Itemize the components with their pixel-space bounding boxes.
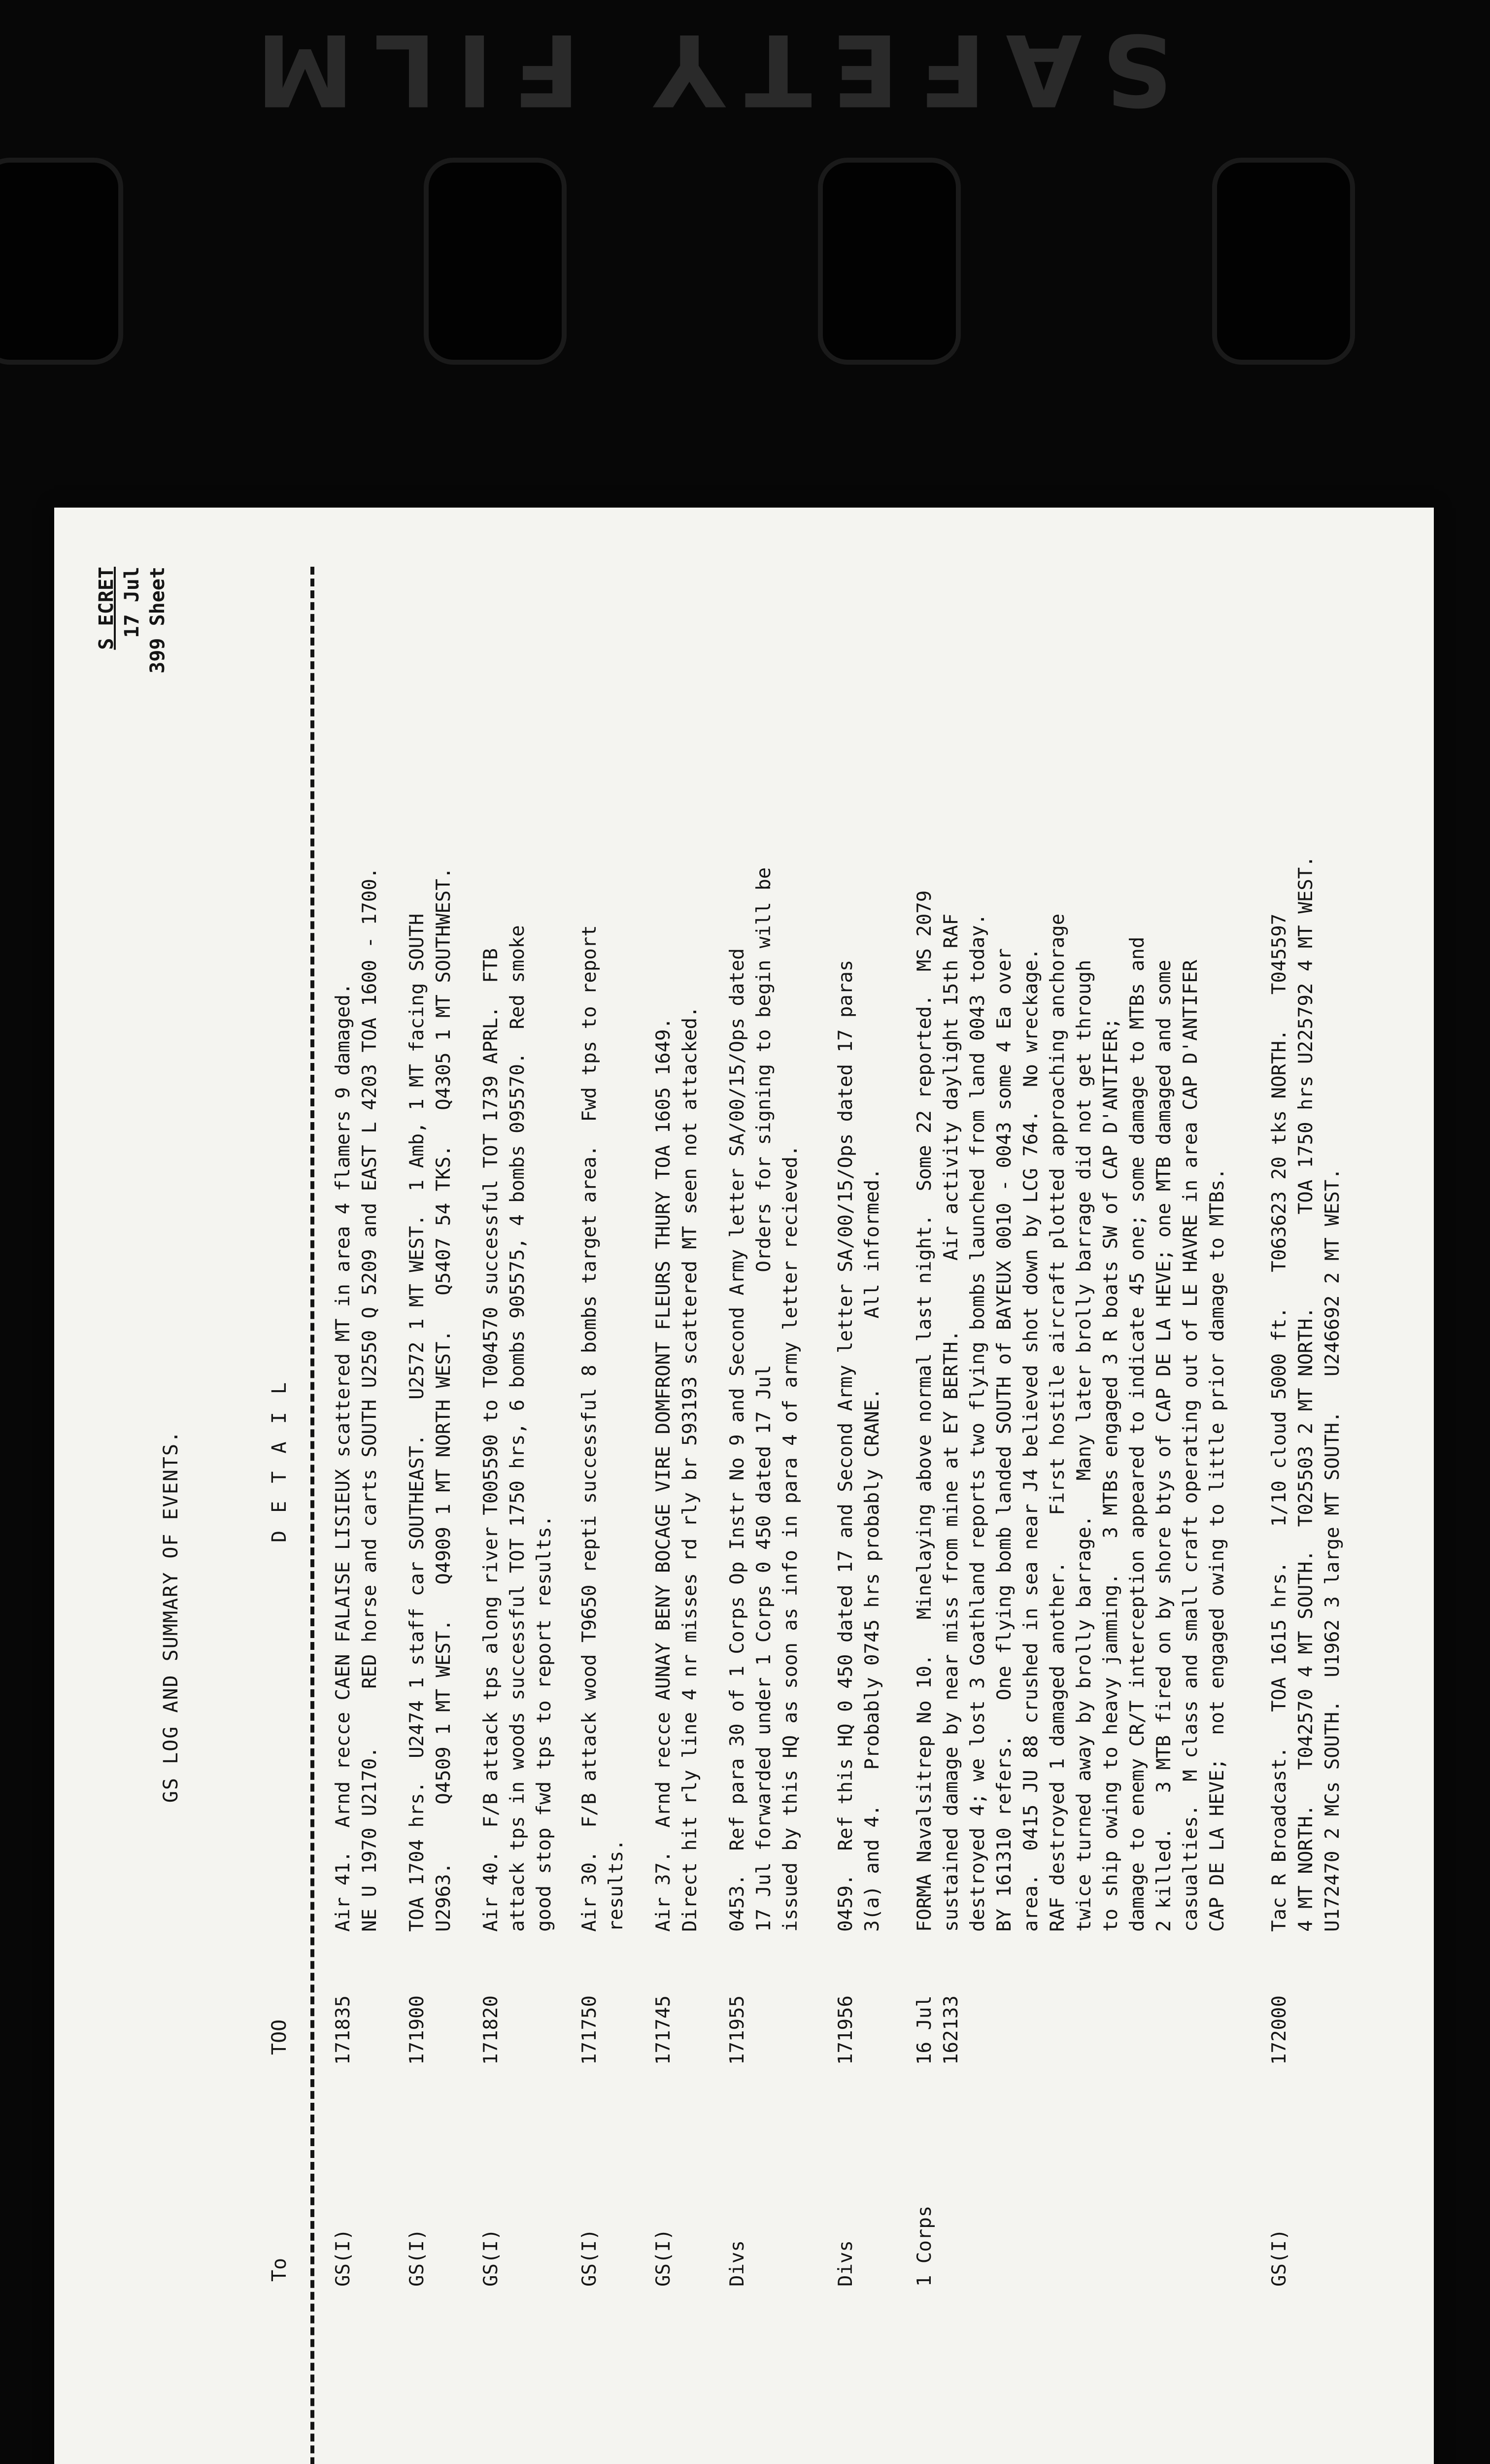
document-title: GS LOG AND SUMMARY OF EVENTS. [160,1430,182,1803]
to-cell: GS(I) [578,2228,601,2287]
from-cell [576,2365,603,2464]
from-cell [724,2365,751,2464]
table-row [833,508,912,2464]
film-edge-text: SAFETY FILM [236,12,1173,127]
to-cell: 1 Corps [914,2205,936,2287]
detail-cell: 0453. Ref para 30 of 1 Corps Op Instr No 9 and Second Army letter SA/00/15/Ops dated 17 Jul forwarded under 1 Corps 0 450 dated 17 Jul Orders for signing to begin will be issued by this HQ as soon as info in para 4 of army letter recieved. [726,867,802,1932]
table-row [1266,508,1365,2464]
table-row [912,508,1266,2464]
event-log-table [330,508,1365,2464]
from-cell [330,2365,357,2464]
document-page [54,508,1434,2464]
to-cell: GS(I) [406,2228,428,2287]
detail-cell: 0459. Ref this HQ 0 450 dated 17 and Second Army letter SA/00/15/Ops dated 17 paras 3(a) and 4. Probably 0745 hrs probably CRANE. All informed. [835,959,883,1932]
sprocket-hole [818,158,961,365]
detail-cell: Air 37. Arnd recce AUNAY BENY BOCAGE VIRE DOMFRONT FLEURS THURY TOA 1605 1649. Direct hit rly line 4 nr misses rd rly br 593193 scattered MT seen not attacked. [652,1006,701,1932]
too-cell: 171820 [480,1995,502,2065]
secret-marking: S ECRET [95,567,118,650]
too-cell: 171955 [726,1995,748,2065]
to-cell: GS(I) [1268,2228,1290,2287]
detail-cell: Air 41. Arnd recce CAEN FALAISE LISIEUX scattered MT in area 4 flamers 9 damaged. NE U 1970 U2170. RED horse and carts SOUTH U2550 Q 5209 and EAST L 4203 TOA 1600 - 1700. [332,867,381,1932]
table-row [330,508,404,2464]
header-detail: D E T A I L [268,1379,291,1542]
table-row [724,508,833,2464]
header-to: To [268,2258,291,2282]
from-cell [1266,2365,1293,2464]
sheet-date: 17 Jul [121,567,143,638]
too-cell: 16 Jul 162133 [914,1995,962,2065]
to-cell: GS(I) [480,2228,502,2287]
table-row [650,508,724,2464]
from-cell [833,2365,859,2464]
to-cell: GS(I) [332,2228,354,2287]
detail-cell: FORMA Navalsitrep No 10. Minelaying above normal last night. Some 22 reported. MS 2079 sustained damage by near miss from mine at EY BERTH. Air activity daylight 15th RAF destroyed 4; we lost 3 Goathland reports two flying bombs launched from land 0043 today. BY 161310 refers. One flying bomb landed SOUTH of BAYEUX 0010 - 0043 some 4 Ea over area. 0415 JU 88 crushed in sea near J4 believed shot down by LCG 764. No wreckage. RAF destroyed 1 damaged another. First hostile aircraft plotted approaching anchorage twice turned away by brolly barrage. Many later brolly barrage did not get through to ship owing to heavy jamming. 3 MTBs engaged 3 R boats SW of CAP D'ANTIFER; damage to enemy CR/T interception appeared to indicate 45 one; some damage to MTBs and 2 killed. 3 MTB fired on by shore btys of CAP DE LA HEVE; one MTB damaged and some casualties. M class and small craft operating out of LE HAVRE in area CAP D'ANTIFER CAP DE LA HEVE; not engaged owing to little prior damage to MTBs. [914,890,1228,1932]
detail-cell: Air 30. F/B attack wood T9650 repti successful 8 bombs target area. Fwd tps to report results. [578,925,627,1932]
table-row [404,508,478,2464]
too-cell: 171900 [406,1995,428,2065]
from-cell [404,2365,431,2464]
too-cell: 171835 [332,1995,354,2065]
detail-cell: TOA 1704 hrs. U2474 1 staff car SOUTHEAST. U2572 1 MT WEST. 1 Amb, 1 MT facing SOUTH U2963. Q4509 1 MT WEST. Q4909 1 MT NORTH WEST. Q5407 54 TKS. Q4305 1 MT SOUTHWEST. [406,867,455,1932]
too-cell: 171750 [578,1995,601,2065]
detail-cell: Air 40. F/B attack tps along river T005590 to T004570 successful TOT 1739 APRL. FTB attack tps in woods successful TOT 1750 hrs, 6 bombs 905575, 4 bombs 095570. Red smoke good stop fwd tps to report results. [480,925,555,1932]
from-cell [650,2365,677,2464]
too-cell: 171956 [835,1995,857,2065]
sprocket-hole [0,158,123,365]
to-cell: Divs [726,2240,748,2287]
table-row [576,508,650,2464]
to-cell: Divs [835,2240,857,2287]
rotated-page-content [54,508,1434,2464]
from-cell [912,2365,938,2464]
detail-cell: Tac R Broadcast. TOA 1615 hrs. 1/10 cloud 5000 ft. T063623 20 tks NORTH. T045597 4 MT NORTH. T042570 4 MT SOUTH. T025503 2 MT NORTH. TOA 1750 hrs U225792 4 MT WEST. U172470 2 MCs SOUTH. U1962 3 large MT SOUTH. U246692 2 MT WEST. [1268,856,1344,1932]
table-header [212,508,310,2464]
from-cell [478,2365,505,2464]
to-cell: GS(I) [652,2228,675,2287]
sprocket-hole [424,158,567,365]
sheet-number: 399 Sheet [146,567,169,674]
header-divider [310,567,314,2464]
sprocket-hole [1212,158,1355,365]
table-row [478,508,576,2464]
too-cell: 171745 [652,1995,675,2065]
too-cell: 172000 [1268,1995,1290,2065]
header-too: TOO [268,2019,291,2055]
